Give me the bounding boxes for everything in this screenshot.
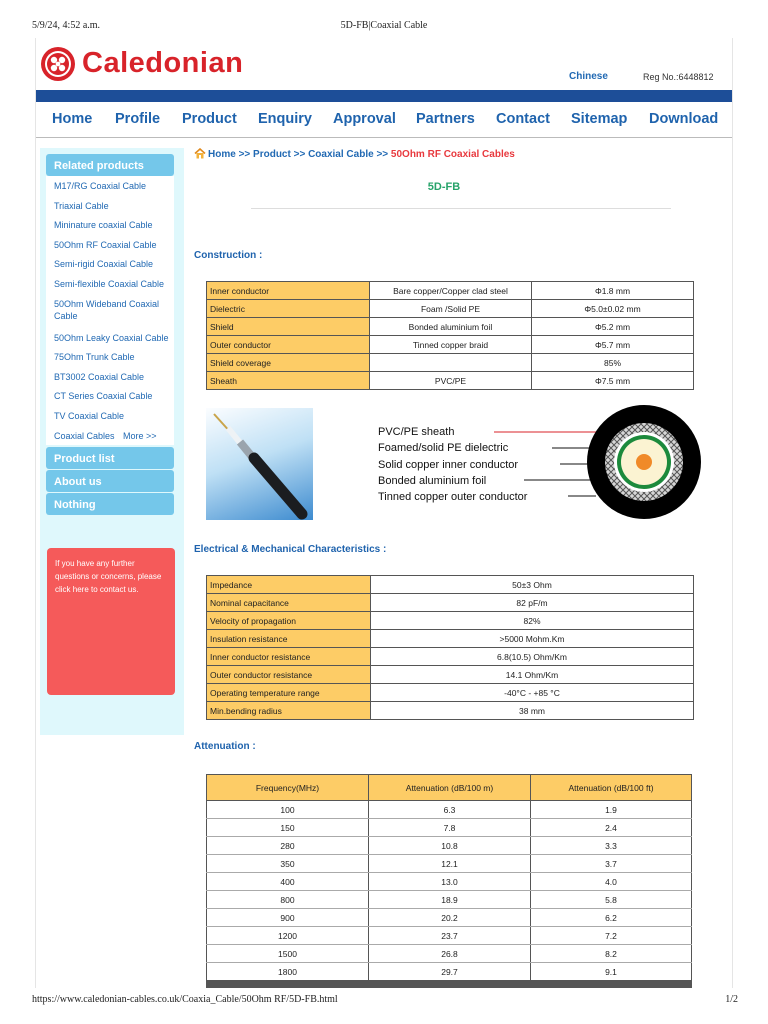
- cable-photo: [206, 408, 313, 520]
- table-row: [207, 300, 694, 318]
- table-row: [207, 855, 692, 873]
- table-cell: 1800: [207, 963, 369, 981]
- table-cell-material: Foam /Solid PE: [370, 300, 532, 318]
- table-cell: 26.8: [369, 945, 531, 963]
- nothing-heading[interactable]: Nothing: [46, 493, 174, 515]
- brand-logo-text[interactable]: Caledonian: [82, 47, 244, 79]
- print-datetime: 5/9/24, 4:52 a.m.: [32, 20, 101, 31]
- table-cell-value: 50±3 Ohm: [371, 576, 694, 594]
- related-products-list: [46, 176, 174, 445]
- reg-number: Reg No.:6448812: [643, 72, 714, 82]
- electrical-table: [206, 575, 694, 720]
- table-row: [207, 666, 694, 684]
- print-header: [0, 0, 768, 30]
- table-cell-value: 85%: [532, 354, 694, 372]
- electrical-title: Electrical & Mechanical Characteristics :: [194, 544, 387, 555]
- sidebar-item[interactable]: M17/RG Coaxial Cable: [54, 181, 147, 191]
- table-cell-label: Outer conductor resistance: [207, 666, 371, 684]
- table-cell-label: Inner conductor resistance: [207, 648, 371, 666]
- product-title: 5D-FB: [427, 181, 461, 193]
- breadcrumb-separator: >>: [238, 149, 251, 160]
- table-cell: 9.1: [531, 963, 692, 981]
- table-cell-value: Φ5.7 mm: [532, 336, 694, 354]
- nav-profile[interactable]: Profile: [115, 111, 161, 127]
- main-nav: [36, 102, 733, 138]
- product-list-heading[interactable]: Product list: [46, 447, 174, 469]
- breadcrumb-current: 50Ohm RF Coaxial Cables: [390, 149, 515, 160]
- table-header-row: [207, 775, 692, 801]
- table-cell: 7.8: [369, 819, 531, 837]
- table-cell-value: -40°C - +85 °C: [371, 684, 694, 702]
- sidebar-item[interactable]: CT Series Coaxial Cable: [54, 391, 153, 402]
- diagram-label: Tinned copper outer conductor: [378, 491, 528, 504]
- column-header: Frequency(MHz): [207, 775, 369, 801]
- sidebar-item[interactable]: Triaxial Cable: [54, 200, 109, 211]
- table-cell-material: PVC/PE: [370, 372, 532, 390]
- breadcrumb: [194, 148, 515, 160]
- table-cell-label: Impedance: [207, 576, 371, 594]
- table-row: [207, 963, 692, 981]
- table-cell: 350: [207, 855, 369, 873]
- cable-cross-section: [584, 403, 704, 521]
- table-cell-label: Shield coverage: [207, 354, 370, 372]
- sidebar-item-last: [46, 426, 174, 446]
- site-header: [36, 38, 733, 90]
- table-cell-material: Tinned copper braid: [370, 336, 532, 354]
- table-cell: 4.0: [531, 873, 692, 891]
- table-cell-value: 82 pF/m: [371, 594, 694, 612]
- header-bar: [36, 90, 733, 102]
- table-row: [207, 648, 694, 666]
- column-header: Attenuation (dB/100 m): [369, 775, 531, 801]
- table-cell: 900: [207, 909, 369, 927]
- nav-product[interactable]: Product: [182, 111, 237, 127]
- related-products-heading[interactable]: Related products: [46, 154, 174, 176]
- table-cell-value: Φ1.8 mm: [532, 282, 694, 300]
- construction-title: Construction :: [194, 250, 263, 261]
- table-cell: 29.7: [369, 963, 531, 981]
- diagram-label: Foamed/solid PE dielectric: [378, 442, 509, 455]
- table-cell: 3.3: [531, 837, 692, 855]
- table-cell: 1200: [207, 927, 369, 945]
- table-row: [207, 282, 694, 300]
- table-row: [207, 891, 692, 909]
- attenuation-title: Attenuation :: [194, 741, 256, 752]
- table-cell: 8.2: [531, 945, 692, 963]
- diagram-leader-lines: [456, 424, 596, 508]
- table-row: [207, 612, 694, 630]
- nav-enquiry[interactable]: Enquiry: [258, 111, 312, 127]
- table-row: [207, 945, 692, 963]
- table-cell: 5.8: [531, 891, 692, 909]
- table-cell-label: Shield: [207, 318, 370, 336]
- table-row: [207, 318, 694, 336]
- nav-download[interactable]: Download: [649, 111, 719, 127]
- table-cell-label: Inner conductor: [207, 282, 370, 300]
- table-cell-label: Min.bending radius: [207, 702, 371, 720]
- table-row: [207, 372, 694, 390]
- more-link[interactable]: More >>: [123, 430, 157, 441]
- table-cell: 7.2: [531, 927, 692, 945]
- table-cell-material: Bare copper/Copper clad steel: [370, 282, 532, 300]
- table-cell: 6.2: [531, 909, 692, 927]
- table-cell: 20.2: [369, 909, 531, 927]
- nav-approval[interactable]: Approval: [333, 111, 396, 127]
- home-icon: [194, 148, 206, 159]
- print-footer: [0, 992, 768, 1012]
- diagram-label: Solid copper inner conductor: [378, 458, 519, 471]
- print-url: https://www.caledonian-cables.co.uk/Coaxia_Cable/50Ohm RF/5D-FB.html: [32, 994, 338, 1005]
- table-cell-label: Insulation resistance: [207, 630, 371, 648]
- table-cell-value: 14.1 Ohm/Km: [371, 666, 694, 684]
- table-row: [207, 702, 694, 720]
- table-row: [207, 909, 692, 927]
- table-row: [207, 837, 692, 855]
- sidebar-item[interactable]: 75Ohm Trunk Cable: [54, 352, 135, 363]
- table-cell-value: Φ5.0±0.02 mm: [532, 300, 694, 318]
- table-cell: 400: [207, 873, 369, 891]
- attenuation-table: [206, 774, 692, 981]
- contact-prompt[interactable]: If you have any further questions or concerns, please click here to contact us.: [47, 548, 175, 695]
- table-cell-label: Operating temperature range: [207, 684, 371, 702]
- cable-illustration: [206, 408, 313, 520]
- nav-sitemap[interactable]: Sitemap: [571, 111, 628, 127]
- table-cell-material: [370, 354, 532, 372]
- table-cell-value: Φ7.5 mm: [532, 372, 694, 390]
- web-page: [35, 38, 733, 988]
- logo-icon[interactable]: [40, 46, 76, 82]
- table-row: [207, 801, 692, 819]
- about-us-heading[interactable]: About us: [46, 470, 174, 492]
- table-cell-value: >5000 Mohm.Km: [371, 630, 694, 648]
- table-cell: 3.7: [531, 855, 692, 873]
- table-row: [207, 576, 694, 594]
- title-divider: [251, 208, 671, 209]
- table-cell: 23.7: [369, 927, 531, 945]
- table-cell: 280: [207, 837, 369, 855]
- table-cell-value: 82%: [371, 612, 694, 630]
- print-title: 5D-FB|Coaxial Cable: [340, 20, 428, 31]
- sidebar-item[interactable]: Semi-rigid Coaxial Cable: [54, 259, 154, 270]
- sidebar-item[interactable]: 50Ohm RF Coaxial Cable: [54, 239, 157, 250]
- table-cell: 1.9: [531, 801, 692, 819]
- diagram-label: Bonded aluminium foil: [378, 474, 487, 487]
- table-cell: 800: [207, 891, 369, 909]
- table-row: [207, 354, 694, 372]
- construction-table: [206, 281, 694, 390]
- table-cell: 6.3: [369, 801, 531, 819]
- table-row: [207, 684, 694, 702]
- nav-home[interactable]: Home: [52, 111, 93, 127]
- sidebar-item[interactable]: Mininature coaxial Cable: [54, 220, 153, 231]
- table-row: [207, 336, 694, 354]
- table-cell: 2.4: [531, 819, 692, 837]
- table-cell-label: Nominal capacitance: [207, 594, 371, 612]
- table-cell-label: Dielectric: [207, 300, 370, 318]
- nav-contact[interactable]: Contact: [496, 111, 550, 127]
- sidebar-item[interactable]: Coaxial Cables: [54, 430, 115, 441]
- table-row: [207, 927, 692, 945]
- table-cell: 12.1: [369, 855, 531, 873]
- table-cell: 100: [207, 801, 369, 819]
- breadcrumb-separator: >>: [293, 149, 306, 160]
- table-cell: 10.8: [369, 837, 531, 855]
- table-cell-value: Φ5.2 mm: [532, 318, 694, 336]
- sidebar: [40, 148, 184, 735]
- table-cell: 13.0: [369, 873, 531, 891]
- sidebar-item[interactable]: TV Coaxial Cable: [54, 410, 125, 421]
- table-cell-material: Bonded aluminium foil: [370, 318, 532, 336]
- diagram-label: PVC/PE sheath: [378, 426, 455, 438]
- table-cell: 1500: [207, 945, 369, 963]
- table-row: [207, 819, 692, 837]
- breadcrumb-separator: >>: [376, 149, 389, 160]
- table-cell-label: Outer conductor: [207, 336, 370, 354]
- table-cell-value: 6.8(10.5) Ohm/Km: [371, 648, 694, 666]
- sidebar-item[interactable]: 50Ohm Wideband Coaxial Cable: [54, 298, 160, 321]
- breadcrumb-product[interactable]: Product: [253, 149, 291, 160]
- table-row: [207, 594, 694, 612]
- table-cell-label: Velocity of propagation: [207, 612, 371, 630]
- table-cell-label: Sheath: [207, 372, 370, 390]
- language-link[interactable]: Chinese: [569, 71, 608, 82]
- table-row: [207, 630, 694, 648]
- print-page-number: 1/2: [725, 994, 738, 1005]
- nav-partners[interactable]: Partners: [416, 111, 475, 127]
- breadcrumb-home[interactable]: Home: [208, 149, 236, 160]
- table-continuation: [206, 980, 692, 988]
- table-row: [207, 873, 692, 891]
- column-header: Attenuation (dB/100 ft): [531, 775, 692, 801]
- breadcrumb-coax[interactable]: Coaxial Cable: [308, 149, 374, 160]
- table-cell: 18.9: [369, 891, 531, 909]
- sidebar-item[interactable]: 50Ohm Leaky Coaxial Cable: [54, 332, 169, 343]
- sidebar-item[interactable]: BT3002 Coaxial Cable: [54, 371, 145, 382]
- table-cell: 150: [207, 819, 369, 837]
- table-cell-value: 38 mm: [371, 702, 694, 720]
- sidebar-item[interactable]: Semi-flexible Coaxial Cable: [54, 278, 165, 289]
